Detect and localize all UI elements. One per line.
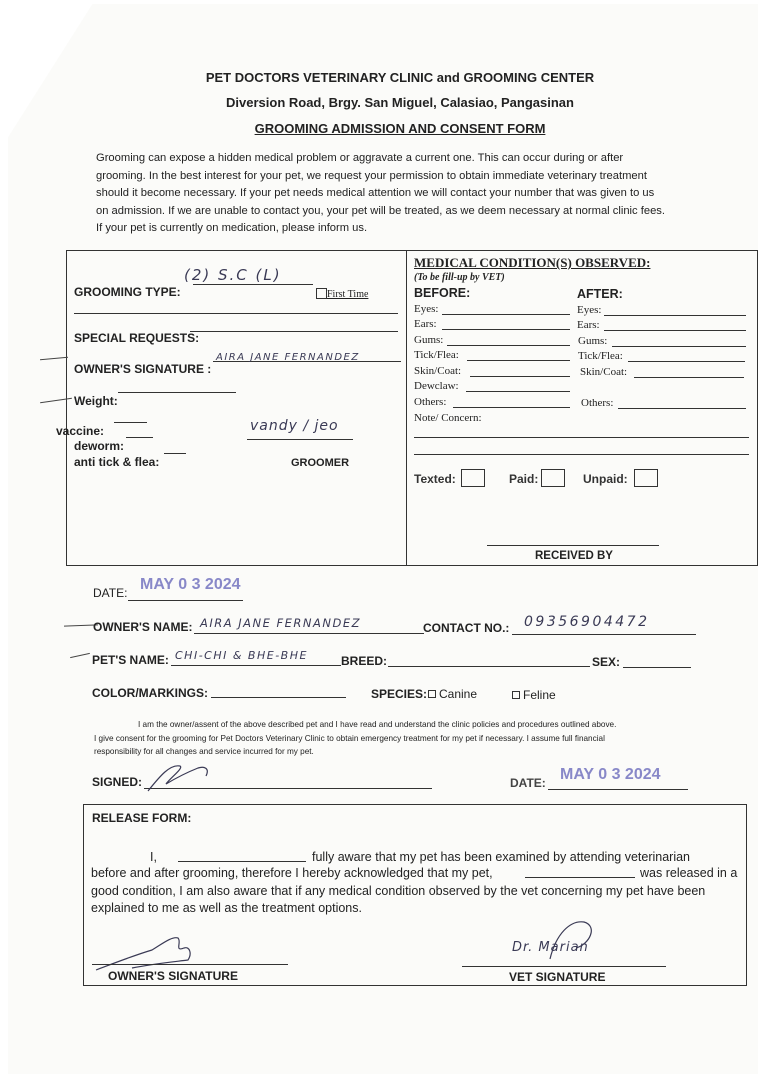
after-tick-field[interactable] [628,361,745,362]
consent-line: I give consent for the grooming for Pet Doctors Veterinary Clinic to obtain emergency treatment for my pet if necessary. I assume full financial [94,733,605,743]
after-eyes-field[interactable] [604,315,746,316]
special-requests-field[interactable] [190,331,398,332]
owner-signature-scribble [140,756,220,796]
deworm-field[interactable] [126,437,153,438]
vet-signature-value: Dr. Marian [512,940,589,955]
breed-field[interactable] [388,666,590,667]
after-tick-label: Tick/Flea: [578,350,623,362]
owner-signature-label: OWNER'S SIGNATURE : [74,362,212,376]
signed-date-label: DATE: [510,776,546,790]
unpaid-label: Unpaid: [583,472,628,486]
form-title: GROOMING ADMISSION AND CONSENT FORM [254,121,546,136]
first-time-label: First Time [327,289,369,300]
before-eyes-label: Eyes: [414,303,439,315]
after-eyes-label: Eyes: [577,304,602,316]
before-gums-field[interactable] [447,345,570,346]
release-text-1: fully aware that my pet has been examined by attending veterinarian [312,850,691,864]
weight-field[interactable] [118,392,236,393]
date-field[interactable] [128,600,243,601]
medical-subtitle: (To be fill-up by VET) [414,272,505,283]
intro-line: If your pet is currently on medication, please inform us. [96,222,368,235]
grooming-type-label: GROOMING TYPE: [74,285,181,299]
after-ears-label: Ears: [577,319,600,331]
vaccine-field[interactable] [114,422,147,423]
before-gums-label: Gums: [414,334,444,346]
after-gums-field[interactable] [612,346,746,347]
consent-line: I am the owner/assent of the above described pet and I have read and understand the clinic policies and procedures outlined above. [138,720,617,729]
color-field[interactable] [211,697,346,698]
intro-line: should it become necessary. If your pet needs medical attention we will contact your number that was given to us [96,187,655,200]
pet-name-label: PET'S NAME: [92,653,169,667]
release-title: RELEASE FORM: [92,811,192,825]
after-ears-field[interactable] [604,330,746,331]
after-skin-field[interactable] [634,377,744,378]
owner-signature-value: AIRA JANE FERNANDEZ [216,352,360,363]
grooming-type-value: (2) S.C (L) [184,266,282,284]
intro-line: grooming. In the best interest for your pet, we request your permission to obtain immediate veterinary treatment [96,169,647,182]
clinic-name: PET DOCTORS VETERINARY CLINIC and GROOMING CENTER [205,70,595,85]
release-text-2: before and after grooming, therefore I hereby acknowledged that my pet, [91,866,493,880]
before-eyes-field[interactable] [442,314,570,315]
canine-checkbox[interactable] [428,690,436,698]
sex-label: SEX: [592,655,621,669]
release-i-label: I, [150,850,157,864]
after-others-label: Others: [581,397,614,409]
owner-release-signature-label: OWNER'S SIGNATURE [108,969,238,983]
contact-value: 09356904472 [524,614,650,630]
vet-signature-scribble [540,914,610,964]
vaccine-label: vaccine: [56,424,105,438]
special-requests-label: SPECIAL REQUESTS: [74,331,200,345]
vet-signature-field[interactable] [462,966,666,967]
sex-field[interactable] [623,667,691,668]
before-label: BEFORE: [414,286,471,300]
owner-release-signature-field[interactable] [92,964,288,965]
after-gums-label: Gums: [578,335,608,347]
release-text-4: good condition, I am also aware that if any medical condition observed by the vet concerning my pet have been [91,884,706,898]
signed-date-stamp: MAY 0 3 2024 [560,766,661,783]
antitick-field[interactable] [164,453,186,454]
after-others-field[interactable] [618,408,746,409]
before-skin-field[interactable] [470,376,570,377]
signed-date-field[interactable] [548,789,688,790]
unpaid-checkbox[interactable] [634,469,658,487]
release-pet-field[interactable] [525,877,635,878]
before-ears-field[interactable] [442,329,570,330]
grooming-type-extra-line [74,313,398,314]
contact-label: CONTACT NO.: [423,621,510,635]
note-line-1[interactable] [414,437,749,438]
before-skin-label: Skin/Coat: [414,365,462,377]
contact-field[interactable] [512,634,696,635]
release-name-field[interactable] [178,861,306,862]
after-label: AFTER: [577,287,623,301]
breed-label: BREED: [341,654,388,668]
intro-line: Grooming can expose a hidden medical problem or aggravate a current one. This can occur during or after [96,152,624,164]
feline-label: Feline [523,688,556,702]
signed-label: SIGNED: [92,775,143,789]
release-text-3: was released in a [640,866,738,880]
paid-label: Paid: [509,472,539,486]
groomer-field[interactable] [247,439,353,440]
date-stamp: MAY 0 3 2024 [140,576,241,593]
antitick-label: anti tick & flea: [74,455,160,469]
consent-line: responsibility for all changes and service incurred for my pet. [94,747,314,757]
before-others-field[interactable] [453,407,570,408]
first-time-checkbox[interactable] [316,288,327,299]
grooming-type-field[interactable] [193,284,313,285]
groomer-value: vandy / jeo [250,418,339,434]
note-line-2[interactable] [414,454,749,455]
vet-signature-label: VET SIGNATURE [509,970,606,984]
species-label: SPECIES: [371,687,428,701]
before-others-label: Others: [414,396,447,408]
date-label: DATE: [93,586,128,600]
panel-divider [406,250,407,566]
pet-name-field[interactable] [171,665,341,666]
pet-name-value: CHI-CHI & BHE-BHE [175,649,308,662]
medical-title: MEDICAL CONDITION(S) OBSERVED: [414,255,651,270]
clinic-address: Diversion Road, Brgy. San Miguel, Calasiao, Pangasinan [226,95,574,110]
before-tick-label: Tick/Flea: [414,349,459,361]
owner-name-value: AIRA JANE FERNANDEZ [200,616,361,630]
weight-label: Weight: [74,394,118,408]
before-tick-field[interactable] [467,360,570,361]
release-text-5: explained to me as well as the treatment options. [91,901,362,915]
note-label: Note/ Concern: [414,412,482,424]
before-dewclaw-field[interactable] [466,391,570,392]
intro-text [96,150,704,238]
groomer-label: GROOMER [291,457,350,469]
before-dewclaw-label: Dewclaw: [414,380,459,392]
paid-checkbox[interactable] [541,469,565,487]
canine-label: Canine [439,687,478,701]
after-skin-label: Skin/Coat: [580,366,628,378]
color-label: COLOR/MARKINGS: [92,686,208,700]
received-by-label: RECEIVED BY [535,550,613,562]
owner-name-field[interactable] [194,633,424,634]
intro-line: on admission. If we are unable to contact you, your pet will be treated, as we deem necessary at normal clinic fees. [96,204,665,217]
feline-checkbox[interactable] [512,691,520,699]
texted-checkbox[interactable] [461,469,485,487]
before-ears-label: Ears: [414,318,437,330]
owner-name-label: OWNER'S NAME: [93,620,193,634]
deworm-label: deworm: [74,439,125,453]
texted-label: Texted: [414,472,456,486]
received-by-field[interactable] [487,545,659,546]
consent-text [94,718,698,759]
